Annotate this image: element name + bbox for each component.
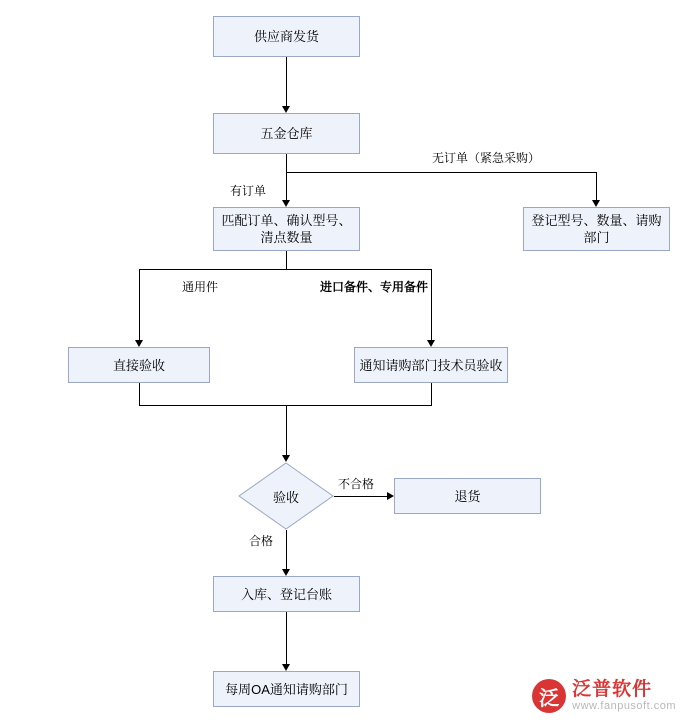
node-label: 退货 xyxy=(454,488,481,504)
node-stock-in-ledger[interactable] xyxy=(213,576,360,612)
node-label: 匹配订单、确认型号、清点数量 xyxy=(221,213,352,245)
connector-inspection-to-return xyxy=(334,496,387,497)
edge-label-import-special-parts: 进口备件、专用备件 xyxy=(320,280,429,294)
connector-supplier-to-warehouse xyxy=(286,57,287,106)
node-label: 验收 xyxy=(272,489,299,505)
connector-to-notify-tech xyxy=(431,269,432,340)
arrowhead xyxy=(282,106,290,113)
connector-match-down xyxy=(286,251,287,269)
arrowhead xyxy=(135,340,143,347)
arrowhead xyxy=(592,200,600,207)
edge-label-common-parts: 通用件 xyxy=(182,280,219,294)
arrowhead xyxy=(427,340,435,347)
watermark-brand: 泛普软件 xyxy=(572,678,653,700)
node-hardware-warehouse[interactable] xyxy=(213,113,360,154)
arrowhead xyxy=(282,200,290,207)
node-register-model[interactable] xyxy=(523,207,670,251)
fanpu-logo-icon: 泛 xyxy=(532,679,566,713)
connector-warehouse-to-register-v xyxy=(596,172,597,200)
edge-label-has-order: 有订单 xyxy=(230,184,267,198)
connector-inspection-to-stockin xyxy=(286,530,287,569)
watermark xyxy=(532,679,676,713)
connector-warehouse-to-match xyxy=(286,154,287,200)
connector-notify-tech-down xyxy=(431,383,432,405)
connector-warehouse-to-register-h xyxy=(286,172,596,173)
connector-merge-to-inspection xyxy=(286,405,287,455)
node-label: 供应商发货 xyxy=(253,29,319,44)
connector-split-bar xyxy=(139,269,432,270)
connector-to-direct-accept xyxy=(139,269,140,340)
node-label: 直接验收 xyxy=(112,357,165,373)
arrowhead xyxy=(282,569,290,576)
node-label: 入库、登记台账 xyxy=(240,586,332,602)
edge-label-unqualified: 不合格 xyxy=(338,477,375,491)
watermark-url: www.fanpusoft.com xyxy=(572,700,676,713)
node-supplier-ship[interactable] xyxy=(213,16,360,57)
node-weekly-oa-notice[interactable] xyxy=(213,671,360,707)
node-inspection[interactable] xyxy=(238,462,334,530)
node-notify-tech-accept[interactable] xyxy=(354,347,508,383)
watermark-text xyxy=(572,680,676,713)
connector-direct-accept-down xyxy=(139,383,140,405)
arrowhead xyxy=(282,664,290,671)
node-label: 登记型号、数量、请购部门 xyxy=(531,213,662,245)
node-label: 每周OA通知请购部门 xyxy=(225,681,348,697)
arrowhead xyxy=(387,492,394,500)
edge-label-no-order: 无订单（紧急采购） xyxy=(432,151,541,165)
node-match-order[interactable] xyxy=(213,207,360,251)
connector-stockin-to-oa xyxy=(286,612,287,664)
node-label: 五金仓库 xyxy=(260,126,313,141)
arrowhead xyxy=(282,455,290,462)
node-direct-accept[interactable] xyxy=(68,347,210,383)
node-label: 通知请购部门技术员验收 xyxy=(359,357,503,373)
node-return-goods[interactable] xyxy=(394,478,541,514)
edge-label-qualified: 合格 xyxy=(249,534,274,548)
